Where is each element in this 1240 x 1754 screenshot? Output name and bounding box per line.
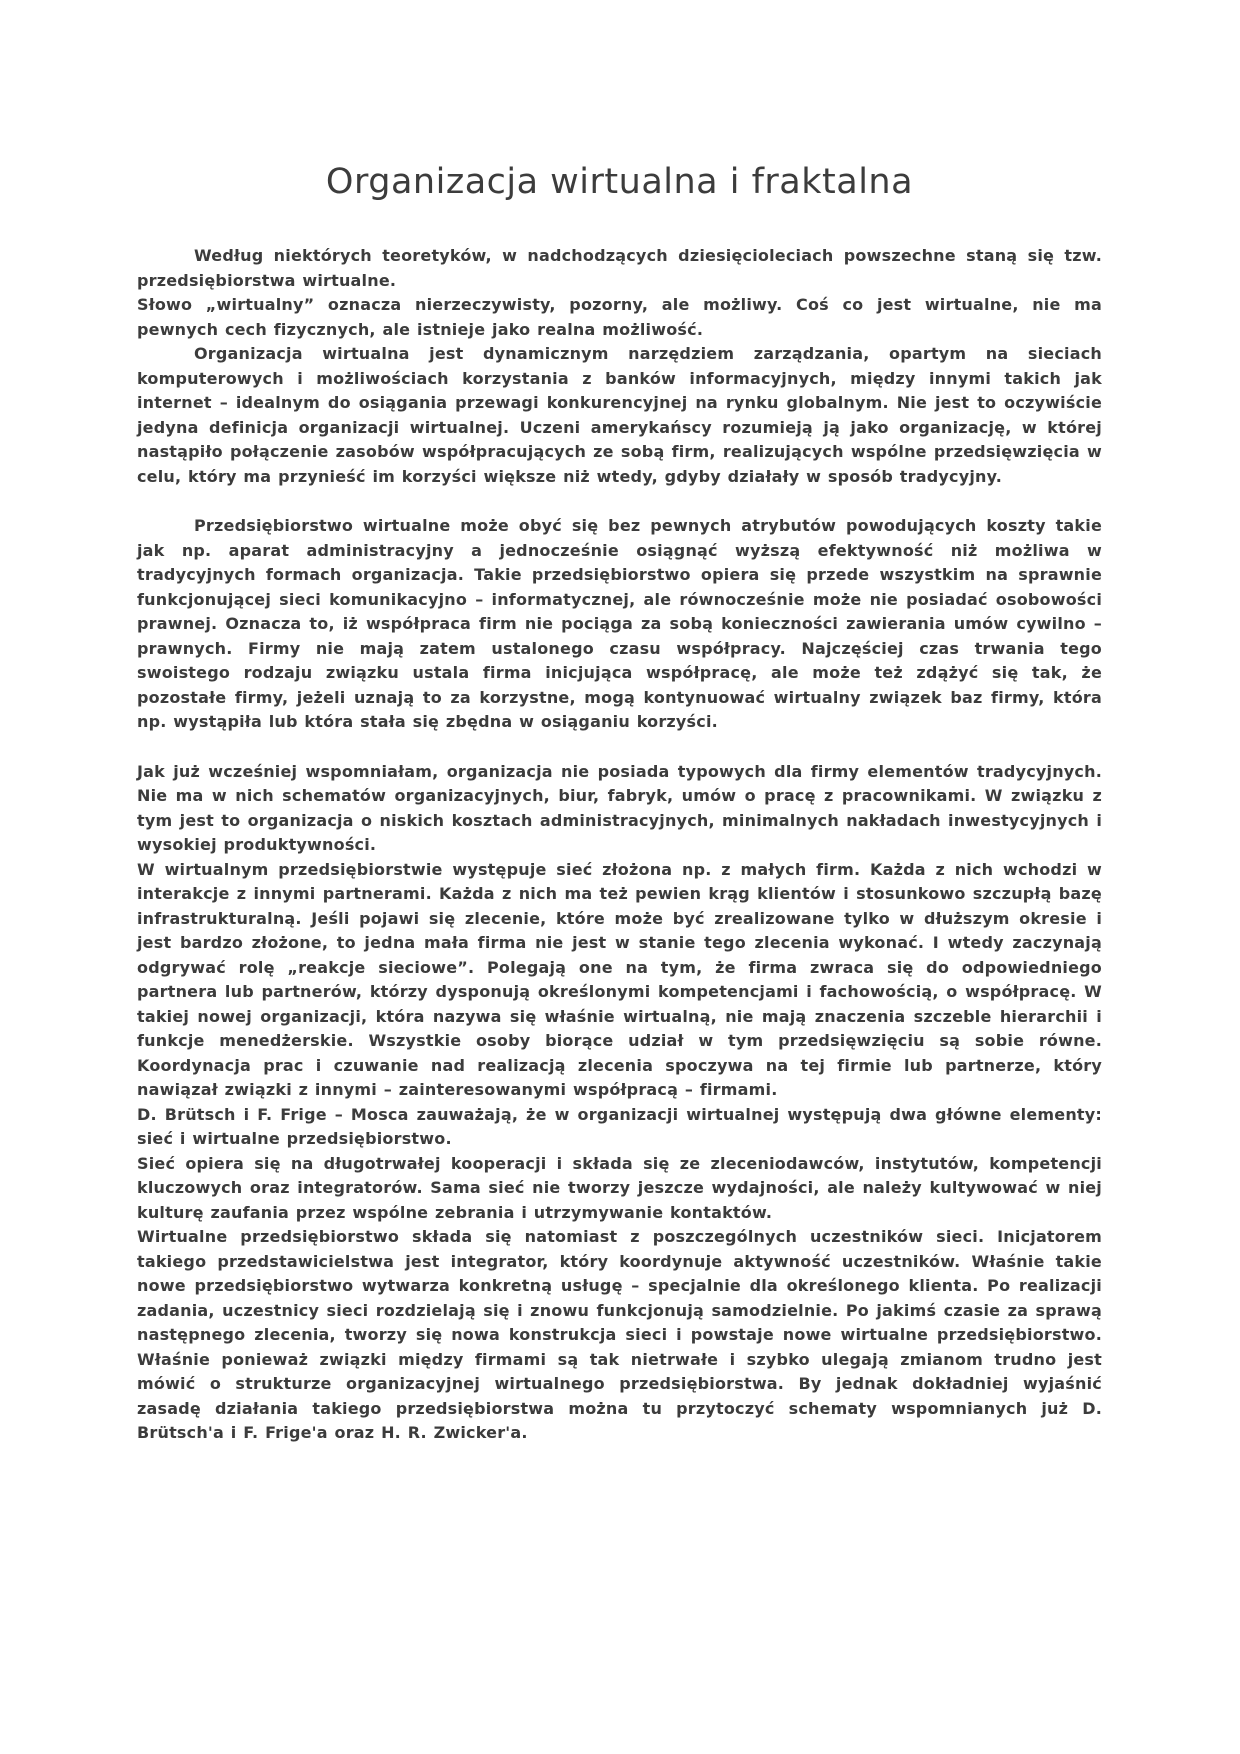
- paragraph: Sieć opiera się na długotrwałej kooperacji i składa się ze zleceniodawców, instytutów, kompetencji kluczowych oraz integratorów. Sama sieć nie tworzy jeszcze wydajności, ale należy kultywować w niej kulturę zaufania przez wspólne zebrania i utrzymywanie kontaktów.: [137, 1153, 1102, 1222]
- paragraph: Wirtualne przedsiębiorstwo składa się natomiast z poszczególnych uczestników sieci. Inicjatorem takiego przedstawicielstwa jest integrator, który koordynuje aktywność uczestników. Właśnie takie nowe przedsiębiorstwo wytwarza konkretną usługę – specjalnie dla określonego klienta. Po realizacji zadania, uczestnicy sieci rozdzielają się i znowu funkcjonują samodzielnie. Po jakimś czasie za sprawą następnego zlecenia, tworzy się nowa konstrukcja sieci i powstaje nowe wirtualne przedsiębiorstwo. Właśnie ponieważ związki między firmami są tak nietrwałe i szybko ulegają zmianom trudno jest mówić o strukturze organizacyjnej wirtualnego przedsiębiorstwa. By jednak dokładniej wyjaśnić zasadę działania takiego przedsiębiorstwa można tu przytoczyć schematy wspomnianych już D. Brütsch'a i F. Frige'a oraz H. R. Zwicker'a.: [137, 1227, 1102, 1442]
- paragraph: Według niektórych teoretyków, w nadchodzących dziesięcioleciach powszechne staną się tzw. przedsiębiorstwa wirtualne.: [137, 246, 1102, 290]
- paragraph: D. Brütsch i F. Frige – Mosca zauważają, że w organizacji wirtualnej występują dwa główne elementy: sieć i wirtualne przedsiębiorstwo.: [137, 1104, 1102, 1148]
- paragraph: Słowo „wirtualny” oznacza nierzeczywisty, pozorny, ale możliwy. Coś co jest wirtualne, nie ma pewnych cech fizycznych, ale istnieje jako realna możliwość.: [137, 295, 1102, 339]
- paragraph: W wirtualnym przedsiębiorstwie występuje sieć złożona np. z małych firm. Każda z nich wchodzi w interakcje z innymi partnerami. Każda z nich ma też pewien krąg klientów i stosunkowo szczupłą bazę infrastrukturalną. Jeśli pojawi się zlecenie, które może być zrealizowane tylko w dłuższym okresie i jest bardzo złożone, to jedna mała firma nie jest w stanie tego zlecenia wykonać. I wtedy zaczynają odgrywać rolę „reakcje sieciowe”. Polegają one na tym, że firma zwraca się do odpowiedniego partnera lub partnerów, którzy dysponują określonymi kompetencjami i fachowością, o współpracę. W takiej nowej organizacji, która nazywa się właśnie wirtualną, nie mają znaczenia szczeble hierarchii i funkcje menedżerskie. Wszystkie osoby biorące udział w tym przedsięwzięciu są sobie równe. Koordynacja prac i czuwanie nad realizacją zlecenia spoczywa na tej firmie lub partnerze, który nawiązał związki z innymi – zainteresowanymi współpracą – firmami.: [137, 859, 1102, 1099]
- paragraph: Jak już wcześniej wspomniałam, organizacja nie posiada typowych dla firmy elementów tradycyjnych. Nie ma w nich schematów organizacyjnych, biur, fabryk, umów o pracę z pracownikami. W związku z tym jest to organizacja o niskich kosztach administracyjnych, minimalnych nakładach inwestycyjnych i wysokiej produktywności.: [137, 761, 1102, 854]
- paragraph: Przedsiębiorstwo wirtualne może obyć się bez pewnych atrybutów powodujących koszty takie jak np. aparat administracyjny a jednocześnie osiągnąć wyższą efektywność niż możliwa w tradycyjnych formach organizacja. Takie przedsiębiorstwo opiera się przede wszystkim na sprawnie funkcjonującej sieci komunikacyjno – informatycznej, ale równocześnie może nie posiadać osobowości prawnej. Oznacza to, iż współpraca firm nie pociąga za sobą konieczności zawierania umów cywilno – prawnych. Firmy nie mają zatem ustalonego czasu współpracy. Najczęściej czas trwania tego swoistego rodzaju związku ustala firma inicjująca współpracę, ale może też zdążyć się tak, że pozostałe firmy, jeżeli uznają to za korzystne, mogą kontynuować wirtualny związek baz firmy, która np. wystąpiła lub która stała się zbędna w osiąganiu korzyści.: [137, 516, 1102, 731]
- document-title: Organizacja wirtualna i fraktalna: [325, 162, 914, 202]
- paragraph: Organizacja wirtualna jest dynamicznym narzędziem zarządzania, opartym na sieciach komputerowych i możliwościach korzystania z banków informacyjnych, między innymi takich jak internet – idealnym do osiągania przewagi konkurencyjnej na rynku globalnym. Nie jest to oczywiście jedyna definicja organizacji wirtualnej. Uczeni amerykańscy rozumieją ją jako organizację, w której nastąpiło połączenie zasobów współpracujących ze sobą firm, realizujących wspólne przedsięwzięcia w celu, który ma przynieść im korzyści większe niż wtedy, gdyby działały w sposób tradycyjny.: [137, 344, 1102, 486]
